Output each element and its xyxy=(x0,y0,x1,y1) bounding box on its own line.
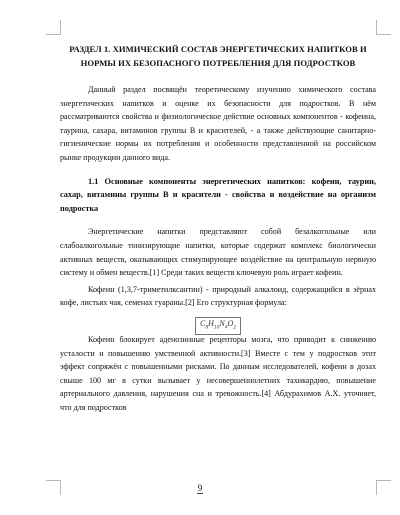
paragraph-energy-drinks: Энергетические напитки представляют собой безалкогольные или слабоалкогольные тонизирующие напитки, которые содержат комплекс биологически активных веществ, оказывающих стимулирующее воздействие на центральную нервную систему и обмен веществ.[1] Среди таких веществ ключевую роль играет кофеин. xyxy=(60,227,376,278)
intro-paragraph: Данный раздел посвящён теоретическому изучению химического состава энергетических напитков и оценке их безопасности для подростков. В нём рассматриваются свойства и физиологическое действие основных компонентов - кофеина, таурина, сахара, витаминов группы В и красителей, - а также действующие санитарно-гигиенические нормы их потребления и особенности представленной на российском рынке продукции данного вида. xyxy=(60,85,376,162)
paragraph-caffeine: Кофеин (1,3,7-триметилксантин) - природный алкалоид, содержащийся в зёрнах кофе, листьях чая, семенах гуараны.[2] Его структурная формула: xyxy=(60,284,376,308)
caffeine-formula: $C_8H_{10}N_4O_2$ xyxy=(195,317,241,335)
page-number: 9 xyxy=(197,483,203,493)
section-heading: РАЗДЕЛ 1. ХИМИЧЕСКИЙ СОСТАВ ЭНЕРГЕТИЧЕСКИХ НАПИТКОВ И НОРМЫ ИХ БЕЗОПАСНОГО ПОТРЕБЛЕНИЯ ДЛЯ ПОДРОСТКОВ xyxy=(69,44,367,68)
crop-mark-top-right xyxy=(376,20,391,35)
crop-mark-top-left xyxy=(46,20,61,35)
paragraph-caffeine-effects: Кофеин блокирует аденозинные рецепторы мозга, что приводит к снижению усталости и повышению умственной активности.[3] Вместе с тем у подростков этот эффект сопряжён с повышенными рисками. По данным исследователей, кофеин в дозах свыше 100 мг в сутки вызывает у несовершеннолетних тахикардию, повышение артериального давления, нарушения сна и тревожность.[4] Абдурахимов А.Х. уточняет, что для подростков xyxy=(60,334,376,412)
subsection-heading: 1.1 Основные компоненты энергетических напитков: кофеин, таурин, сахар, витамины группы В и красители - свойства и воздействие на организм подростка xyxy=(60,176,376,213)
page-content xyxy=(60,42,376,414)
formula-row xyxy=(60,313,376,331)
